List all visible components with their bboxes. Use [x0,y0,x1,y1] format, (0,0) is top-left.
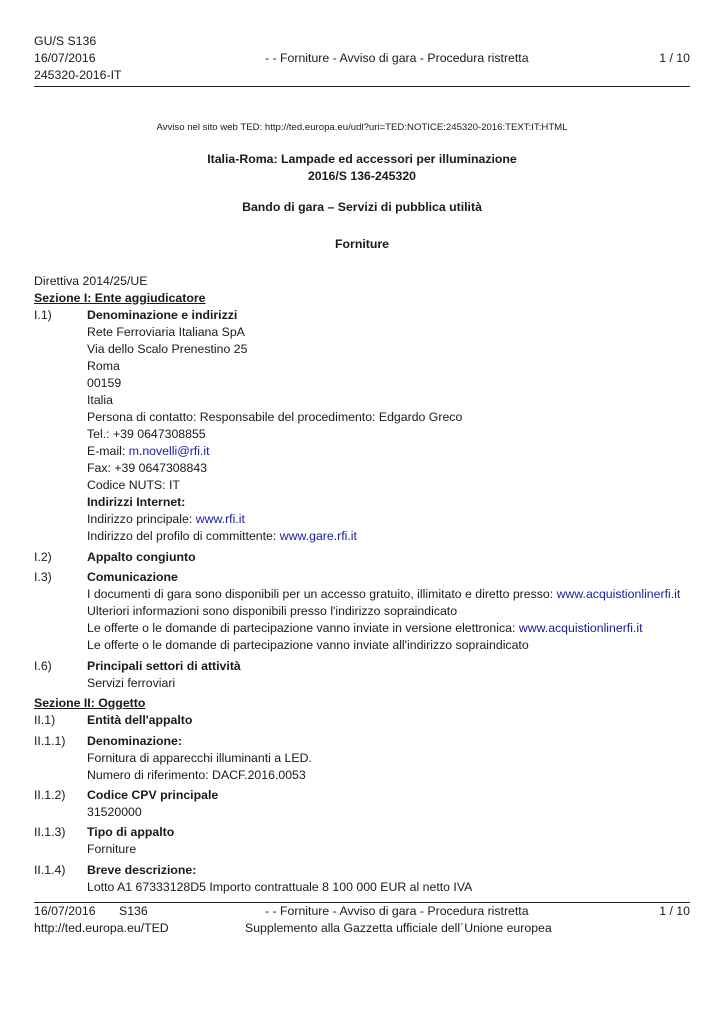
section-2-title: Sezione II: Oggetto [34,696,146,710]
email-link[interactable]: m.novelli@rfi.it [128,444,210,458]
ii11-number: II.1.1) [34,734,66,748]
ted-notice: Avviso nel sito web TED: http://ted.europa.eu/udl?uri=TED:NOTICE:245320-2016:TEXT:IT:HTML [156,122,568,133]
org-name: Rete Ferroviaria Italiana SpA [87,325,245,339]
i11-title: Denominazione e indirizzi [87,308,238,322]
comm-docs-link[interactable]: www.acquistionlinerfi.it [556,587,681,601]
comm-electronic-text: Le offerte o le domande di partecipazione vanno inviate in versione elettronica: [87,621,519,635]
contact-person: Persona di contatto: Responsabile del procedimento: Edgardo Greco [87,410,463,424]
comm-electronic-row [87,620,643,637]
org-city: Roma [87,359,120,373]
comm-docs-row [87,586,680,603]
ii1-title: Entità dell'appalto [87,713,193,727]
footer-supplement: Supplemento alla Gazzetta ufficiale dell´Unione europea [245,921,552,935]
ii12-number: II.1.2) [34,788,66,802]
main-address-label: Indirizzo principale: [87,512,196,526]
comm-info: Ulteriori informazioni sono disponibili presso l'indirizzo sopraindicato [87,604,458,618]
ii12-value: 31520000 [87,805,142,819]
ii13-title: Tipo di appalto [87,825,175,839]
org-fax: Fax: +39 0647308843 [87,461,207,475]
ii11-title: Denominazione: [87,734,182,748]
ii14-value: Lotto A1 67333128D5 Importo contrattuale 8 100 000 EUR al netto IVA [87,880,473,894]
comm-docs-text: I documenti di gara sono disponibili per un accesso gratuito, illimitato e diretto presso: [87,587,557,601]
ii12-title: Codice CPV principale [87,788,219,802]
org-tel: Tel.: +39 0647308855 [87,427,206,441]
buyer-profile-row [87,528,357,545]
notice-subtitle: Bando di gara – Servizi di pubblica utilità [242,200,482,214]
ii13-value: Forniture [87,842,137,856]
header-gu: GU/S S136 [34,34,97,48]
header-title: - - Forniture - Avviso di gara - Procedura ristretta [265,51,529,65]
ii11-reference: Numero di riferimento: DACF.2016.0053 [87,768,306,782]
i16-number: I.6) [34,659,52,673]
header-divider [34,86,690,87]
footer-series: S136 [119,904,148,918]
footer-page: 1 / 10 [659,904,690,918]
ii11-value: Fornitura di apparecchi illuminanti a LED. [87,751,312,765]
footer-date: 16/07/2016 [34,904,96,918]
ii13-number: II.1.3) [34,825,66,839]
notice-type: Forniture [335,237,389,251]
i12-title: Appalto congiunto [87,550,196,564]
notice-title: Italia-Roma: Lampade ed accessori per illuminazione [207,152,517,166]
i13-number: I.3) [34,570,52,584]
notice-number: 2016/S 136-245320 [307,169,417,183]
i11-number: I.1) [34,308,52,322]
i13-title: Comunicazione [87,570,178,584]
org-email-row [87,443,210,460]
i12-number: I.2) [34,550,52,564]
org-zip: 00159 [87,376,122,390]
header-page: 1 / 10 [659,51,690,65]
ii14-number: II.1.4) [34,863,66,877]
internet-title: Indirizzi Internet: [87,495,186,509]
main-address-link[interactable]: www.rfi.it [195,512,245,526]
header-doc-id: 245320-2016-IT [34,68,122,82]
i16-value: Servizi ferroviari [87,676,176,690]
buyer-profile-label: Indirizzo del profilo di committente: [87,529,280,543]
org-country: Italia [87,393,113,407]
comm-electronic-link[interactable]: www.acquistionlinerfi.it [518,621,643,635]
org-nuts: Codice NUTS: IT [87,478,180,492]
main-address-row [87,511,245,528]
ii14-title: Breve descrizione: [87,863,197,877]
section-1-title: Sezione I: Ente aggiudicatore [34,291,206,305]
buyer-profile-link[interactable]: www.gare.rfi.it [279,529,357,543]
i16-title: Principali settori di attività [87,659,241,673]
ii1-number: II.1) [34,713,56,727]
email-label: E-mail: [87,444,129,458]
comm-address: Le offerte o le domande di partecipazione vanno inviate all'indirizzo sopraindicato [87,638,529,652]
org-street: Via dello Scalo Prenestino 25 [87,342,248,356]
footer-url: http://ted.europa.eu/TED [34,921,169,935]
footer-title: - - Forniture - Avviso di gara - Procedura ristretta [265,904,529,918]
header-date: 16/07/2016 [34,51,96,65]
directive: Direttiva 2014/25/UE [34,274,148,288]
